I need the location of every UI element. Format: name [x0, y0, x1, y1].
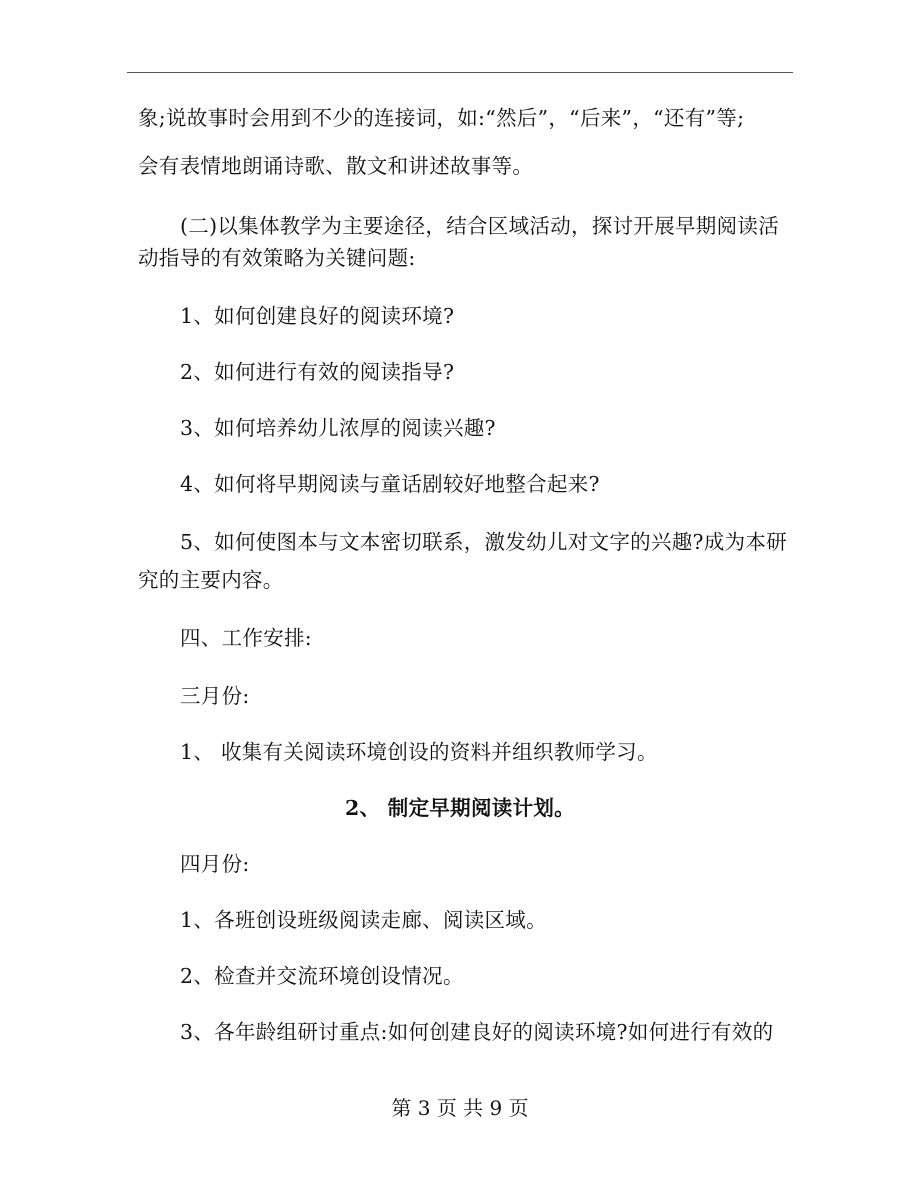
list-item: 2、 制定早期阅读计划。: [344, 796, 575, 820]
month-heading: 四月份:: [180, 852, 250, 876]
header-rule: [127, 72, 793, 73]
list-item: 1、各班创设班级阅读走廊、阅读区域。: [180, 908, 547, 932]
month-heading: 三月份:: [180, 684, 250, 708]
list-item: 2、检查并交流环境创设情况。: [180, 964, 464, 988]
paragraph-line: 究的主要内容。: [138, 568, 284, 592]
paragraph-line: 象;说故事时会用到不少的连接词，如:“然后”，“后来”，“还有”等;: [138, 106, 745, 130]
section-heading: 四、工作安排:: [180, 626, 313, 650]
paragraph-line: (二)以集体教学为主要途径，结合区域活动，探讨开展早期阅读活: [180, 214, 779, 238]
list-item: 1、 收集有关阅读环境创设的资料并组织教师学习。: [180, 740, 658, 764]
paragraph-line: 会有表情地朗诵诗歌、散文和讲述故事等。: [138, 154, 534, 178]
list-item: 3、如何培养幼儿浓厚的阅读兴趣?: [180, 416, 496, 440]
paragraph-line: 动指导的有效策略为关键问题:: [138, 246, 416, 270]
list-item: 3、各年龄组研讨重点:如何创建良好的阅读环境?如何进行有效的: [180, 1020, 774, 1044]
list-item: 1、如何创建良好的阅读环境?: [180, 304, 455, 328]
list-item: 4、如何将早期阅读与童话剧较好地整合起来?: [180, 472, 600, 496]
page-number: 第 3 页 共 9 页: [391, 1096, 529, 1120]
list-item: 2、如何进行有效的阅读指导?: [180, 360, 455, 384]
list-item: 5、如何使图本与文本密切联系，激发幼儿对文字的兴趣?成为本研: [180, 530, 788, 554]
